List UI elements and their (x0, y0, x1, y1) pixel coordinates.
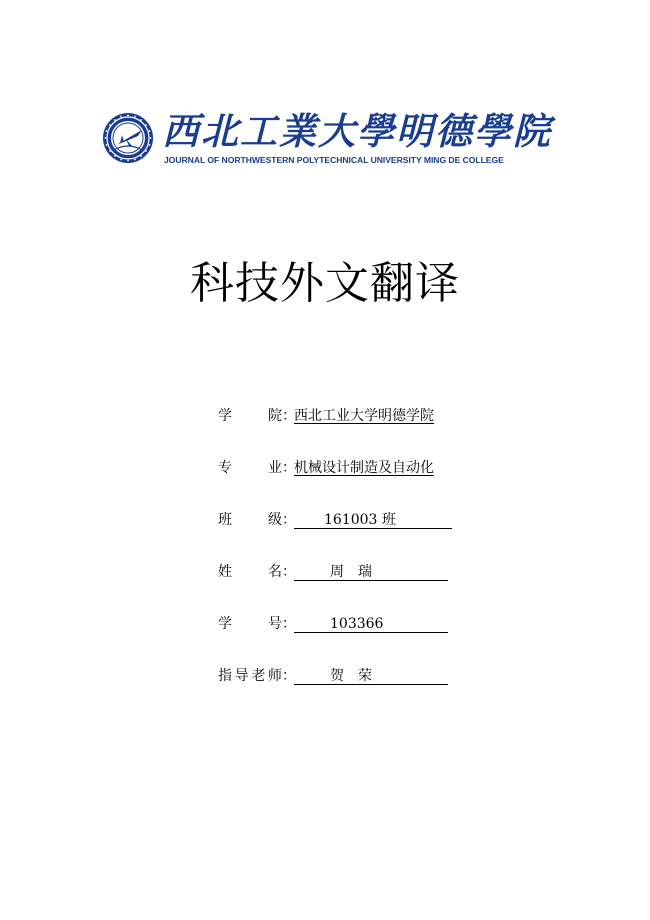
college-emblem-icon (102, 112, 154, 164)
journal-name: JOURNAL OF NORTHWESTERN POLYTECHNICAL UNIVERSITY MING DE COLLEGE (164, 155, 504, 165)
field-colon: ： (282, 460, 296, 476)
field-college (218, 404, 434, 456)
cover-info-fields (218, 404, 434, 716)
field-name (218, 560, 372, 612)
field-value-class: 161003 班 (294, 508, 452, 529)
college-name-logo: 西北工業大學明德學院 (162, 109, 552, 153)
field-label: 学 号 (218, 616, 282, 632)
document-title: 科技外文翻译 (190, 258, 460, 309)
field-label: 指 导 老 师 (218, 668, 282, 684)
field-colon: ： (282, 512, 296, 528)
field-value-major: 机械设计制造及自动化 (294, 460, 434, 476)
field-colon: ： (282, 564, 296, 580)
field-colon: ： (282, 408, 296, 424)
field-label: 专 业 (218, 460, 282, 476)
field-value-college: 西北工业大学明德学院 (294, 408, 434, 424)
field-label: 学 院 (218, 408, 282, 424)
field-colon: ： (282, 616, 296, 632)
field-value-advisor: 贺 荣 (294, 664, 448, 685)
field-value-name: 周 瑞 (294, 560, 448, 581)
field-student-id (218, 612, 384, 664)
field-label: 班 级 (218, 512, 282, 528)
field-value-student-id: 103366 (294, 612, 448, 633)
field-label: 姓 名 (218, 564, 282, 580)
field-class (218, 508, 396, 560)
field-colon: ： (282, 668, 296, 684)
field-major (218, 456, 434, 508)
college-header (100, 108, 560, 170)
field-advisor (218, 664, 372, 716)
